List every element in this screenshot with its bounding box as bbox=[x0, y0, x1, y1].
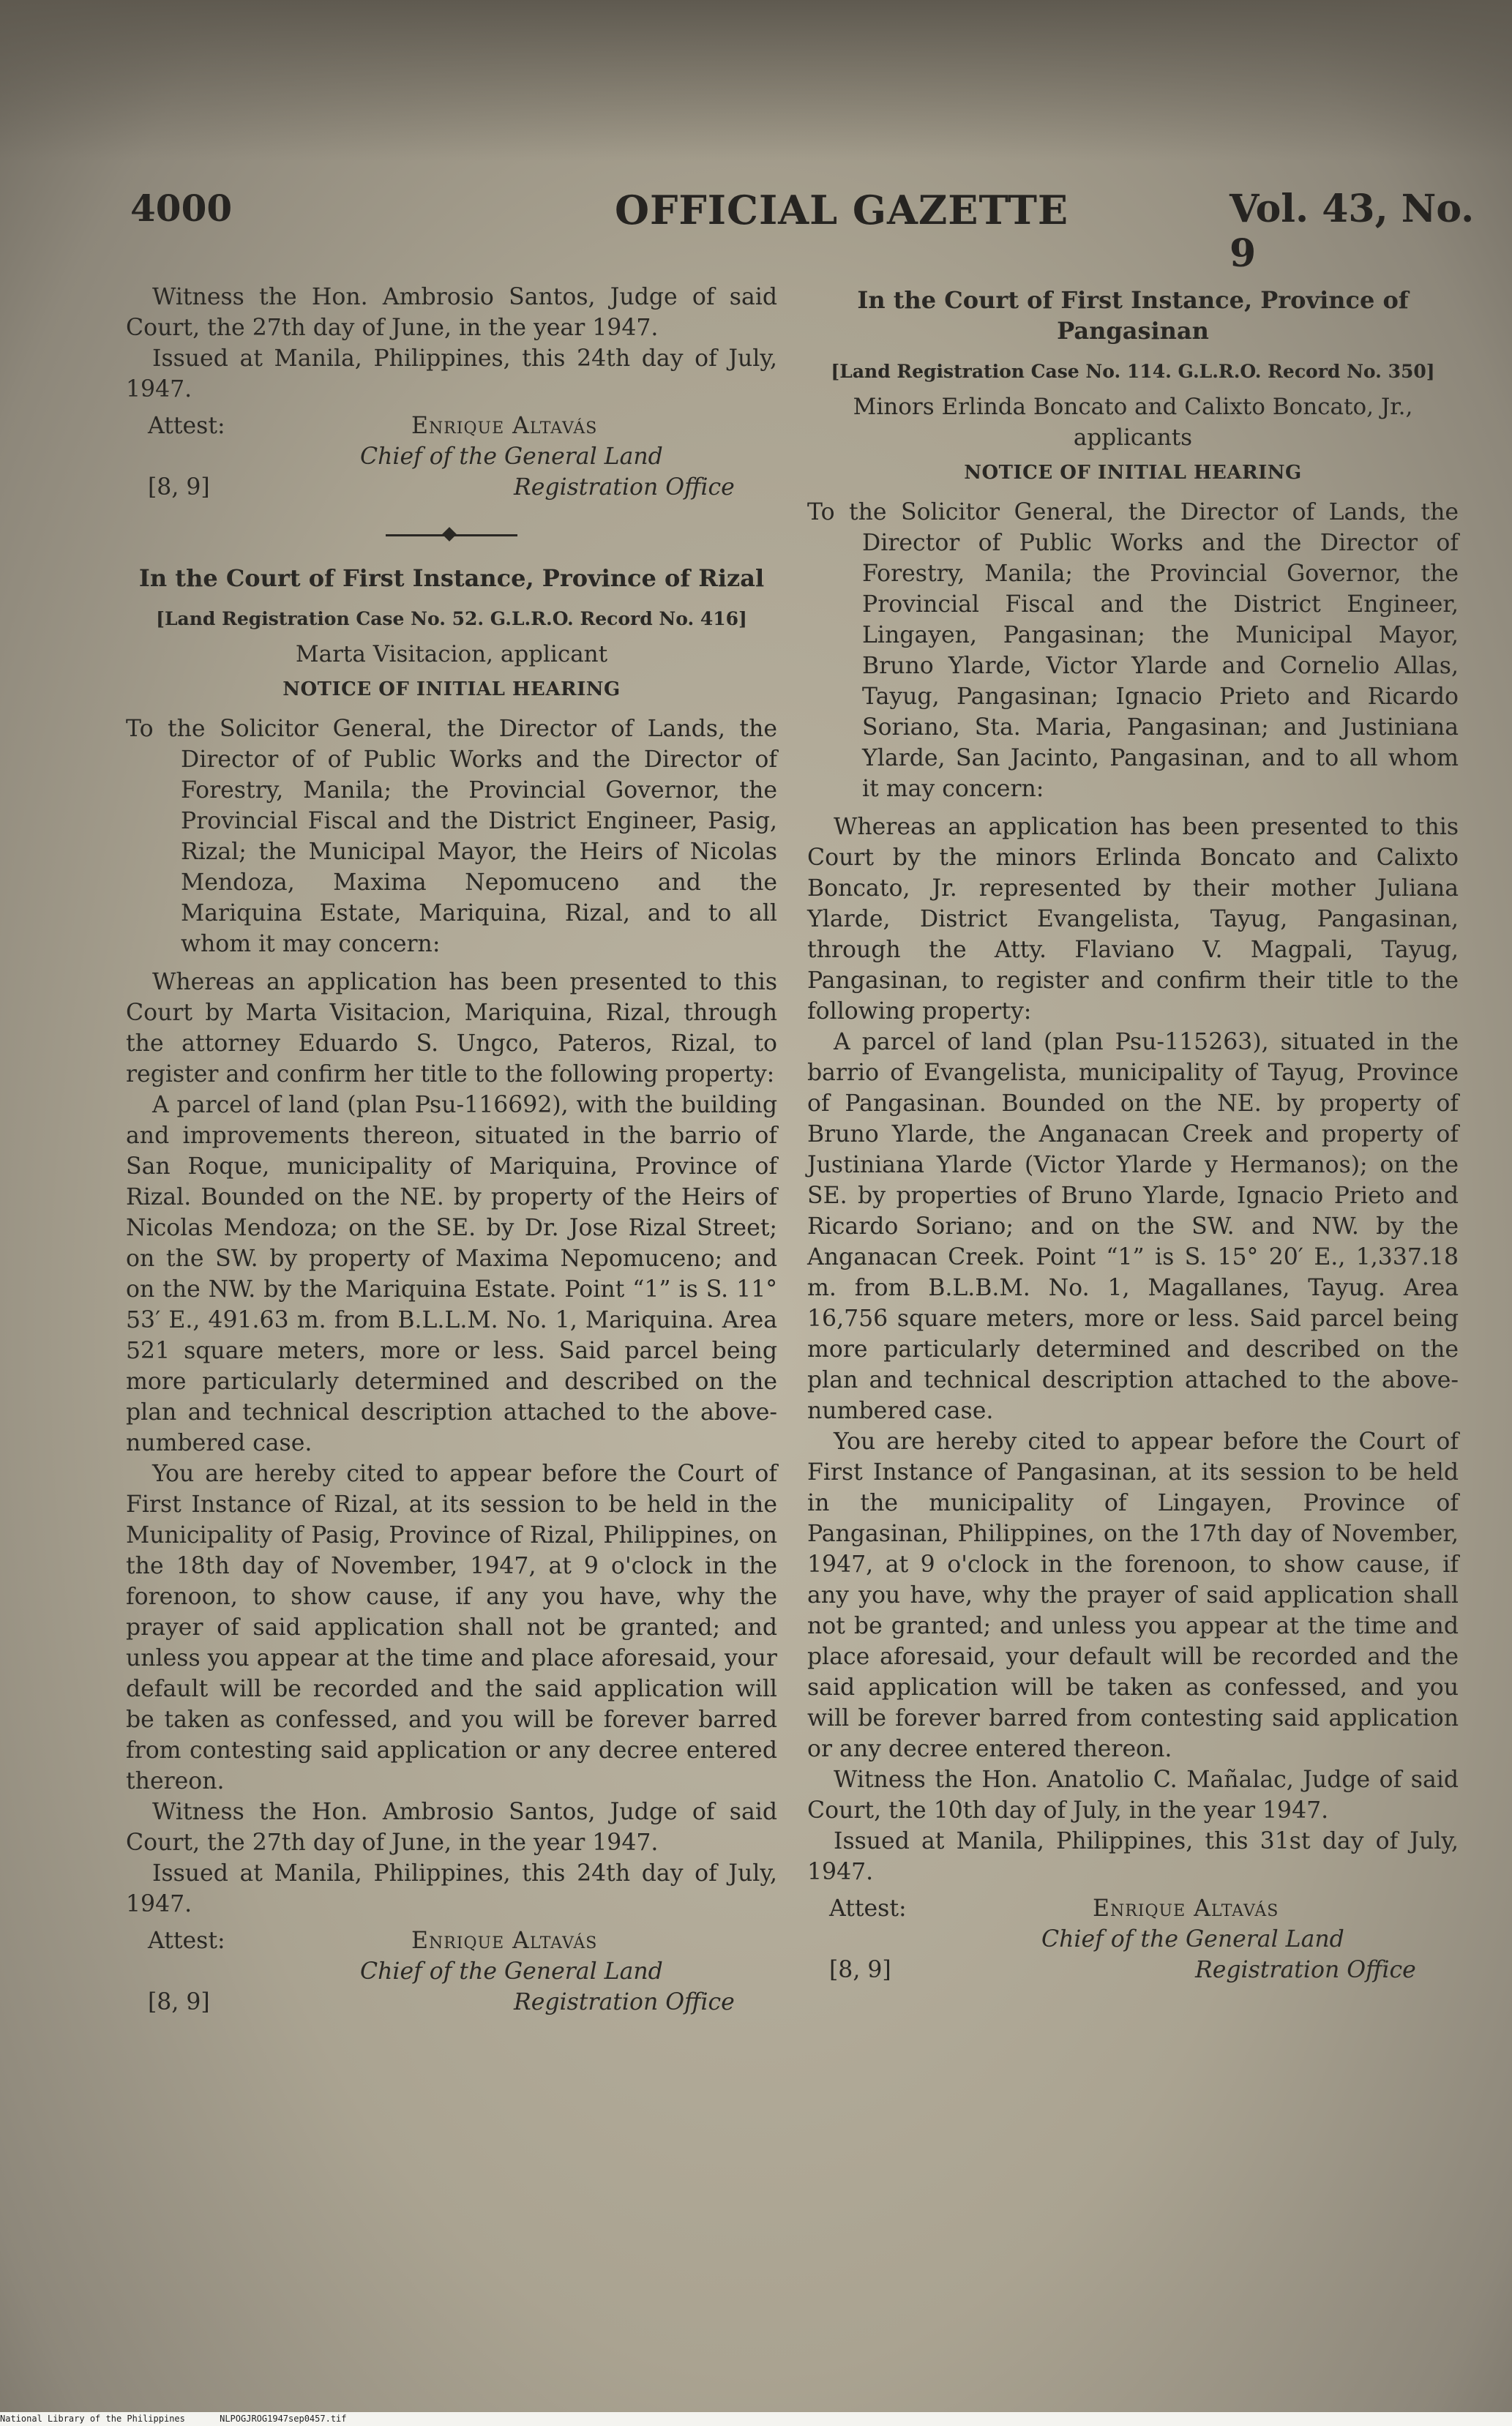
attest-name: Enrique Altavás bbox=[411, 1928, 598, 1954]
issued-paragraph: Issued at Manila, Philippines, this 24th day of July, 1947. bbox=[126, 1860, 777, 1917]
scan-footer bbox=[0, 2412, 1512, 2426]
attest-label: Attest: bbox=[148, 413, 225, 439]
footer-filename: NLPOGJROG1947sep0457.tif bbox=[220, 2414, 347, 2424]
court-heading: In the Court of First Instance, Province of Rizal bbox=[138, 564, 765, 592]
attest-name: Enrique Altavás bbox=[1093, 1895, 1279, 1922]
attest-label: Attest: bbox=[148, 1928, 225, 1954]
issue-reference: [8, 9] bbox=[148, 474, 210, 501]
notice-title: NOTICE OF INITIAL HEARING bbox=[964, 462, 1302, 484]
right-column bbox=[807, 282, 1459, 1992]
section-divider bbox=[386, 534, 517, 536]
issue-reference: [8, 9] bbox=[148, 1989, 210, 2015]
attestation-block bbox=[807, 1893, 1459, 1992]
property-paragraph: A parcel of land (plan Psu-116692), with the building and improvements thereon, situated in the barrio of San Roque, municipality of Mariquina, Province of Rizal. Bounded on the NE. by property of the Heirs of Nicolas Mendoza; on the SE. by Dr. Jose Rizal Street; on the SW. by property of Maxima Nepomuceno; and on the NW. by the Mariquina Estate. Point “1” is S. 11° 53′ E., 491.63 m. from B.L.L.M. No. 1, Mariquina. Area 521 square meters, more or less. Said parcel being more particularly determined and described on the plan and technical description attached to the above-numbered case. bbox=[126, 1092, 777, 1456]
case-reference: [Land Registration Case No. 52. G.L.R.O. Record No. 416] bbox=[156, 608, 747, 629]
attest-title-line2: Registration Office bbox=[1195, 1957, 1416, 1983]
issue-reference: [8, 9] bbox=[829, 1957, 891, 1983]
applicant-line: Marta Visitacion, applicant bbox=[295, 641, 608, 667]
issued-paragraph: Issued at Manila, Philippines, this 24th day of July, 1947. bbox=[126, 345, 777, 403]
notice-title: NOTICE OF INITIAL HEARING bbox=[282, 678, 621, 700]
attest-title-line2: Registration Office bbox=[514, 1989, 735, 2015]
applicant-line: Minors Erlinda Boncato and Calixto Boncato, Jr., applicants bbox=[853, 394, 1413, 451]
attest-label: Attest: bbox=[829, 1895, 907, 1922]
attest-title-line1: Chief of the General Land bbox=[360, 1958, 663, 1985]
witness-paragraph: Witness the Hon. Anatolio C. Mañalac, Judge of said Court, the 10th day of July, in the year 1947. bbox=[807, 1767, 1459, 1824]
page-number: 4000 bbox=[130, 187, 233, 230]
addressees-paragraph: To the Solicitor General, the Director of Lands, the Director of of Public Works and the Director of Forestry, Manila; the Provincial Governor, the Provincial Fiscal and the District Engineer, Pasig, Rizal; the Municipal Mayor, the Heirs of Nicolas Mendoza, Maxima Nepomuceno and the Mariquina Estate, Mariquina, Rizal, and to all whom it may concern: bbox=[126, 716, 777, 957]
witness-paragraph: Witness the Hon. Ambrosio Santos, Judge of said Court, the 27th day of June, in the year 1947. bbox=[126, 284, 777, 341]
attest-title-line1: Chief of the General Land bbox=[1041, 1926, 1344, 1953]
volume-number: Vol. 43, No. 9 bbox=[1230, 187, 1475, 276]
attestation-block bbox=[126, 1925, 777, 2024]
addressees-paragraph: To the Solicitor General, the Director of Lands, the Director of Public Works and the Director of Forestry, Manila; the Provincial Governor, the Provincial Fiscal and the District Engineer, Lingayen, Pangasinan; the Municipal Mayor, Bruno Ylarde, Victor Ylarde and Cornelio Allas, Tayug, Pangasinan; Ignacio Prieto and Ricardo Soriano, Sta. Maria, Pangasinan; and Justiniana Ylarde, San Jacinto, Pangasinan, and to all whom it may concern: bbox=[807, 499, 1459, 802]
property-paragraph: A parcel of land (plan Psu-115263), situated in the barrio of Evangelista, municipality of Tayug, Province of Pangasinan. Bounded on the NE. by property of Bruno Ylarde, the Anganacan Creek and property of Justiniana Ylarde (Victor Ylarde y Hermanos); on the SE. by properties of Bruno Ylarde, Ignacio Prieto and Ricardo Soriano; and on the SW. and NW. by the Anganacan Creek. Point “1” is S. 15° 20′ E., 1,337.18 m. from B.L.B.M. No. 1, Magallanes, Tayug. Area 16,756 square meters, more or less. Said parcel being more particularly determined and described on the plan and technical description attached to the above-numbered case. bbox=[807, 1029, 1459, 1424]
footer-library: National Library of the Philippines bbox=[0, 2414, 185, 2424]
publication-title: OFFICIAL GAZETTE bbox=[615, 187, 1069, 233]
witness-paragraph: Witness the Hon. Ambrosio Santos, Judge of said Court, the 27th day of June, in the year 1947. bbox=[126, 1799, 777, 1856]
application-paragraph: Whereas an application has been presented to this Court by the minors Erlinda Boncato and Calixto Boncato, Jr. represented by their mother Juliana Ylarde, District Evangelista, Tayug, Pangasinan, through the Atty. Flaviano V. Magpali, Tayug, Pangasinan, to register and confirm their title to the following property: bbox=[807, 814, 1459, 1025]
application-paragraph: Whereas an application has been presented to this Court by Marta Visitacion, Mariquina, Rizal, through the attorney Eduardo S. Ungco, Pateros, Rizal, to register and confirm her title to the following property: bbox=[126, 969, 777, 1087]
attest-title-line1: Chief of the General Land bbox=[360, 443, 663, 470]
attest-title-line2: Registration Office bbox=[514, 474, 735, 501]
divider-diamond-icon bbox=[442, 527, 457, 542]
case-reference: [Land Registration Case No. 114. G.L.R.O. Record No. 350] bbox=[831, 361, 1435, 382]
issued-paragraph: Issued at Manila, Philippines, this 31st day of July, 1947. bbox=[807, 1828, 1459, 1885]
citation-paragraph: You are hereby cited to appear before the Court of First Instance of Pangasinan, at its session to be held in the municipality of Lingayen, Province of Pangasinan, Philippines, on the 17th day of November, 1947, at 9 o'clock in the forenoon, to show cause, if any you have, why the prayer of said application shall not be granted; and unless you appear at the time and place aforesaid, your default will be recorded and the said application will be taken as confessed, and you will be forever barred from contesting said application or any decree entered thereon. bbox=[807, 1429, 1459, 1762]
attestation-block bbox=[126, 411, 777, 509]
left-column bbox=[126, 282, 777, 2024]
attest-name: Enrique Altavás bbox=[411, 413, 598, 439]
court-heading: In the Court of First Instance, Province of Pangasinan bbox=[857, 286, 1409, 345]
citation-paragraph: You are hereby cited to appear before the Court of First Instance of Rizal, at its session to be held in the Municipality of Pasig, Province of Rizal, Philippines, on the 18th day of November, 1947, at 9 o'clock in the forenoon, to show cause, if any you have, why the prayer of said application shall not be granted; and unless you appear at the time and place aforesaid, your default will be recorded and the said application will be taken as confessed, and you will be forever barred from contesting said application or any decree entered thereon. bbox=[126, 1461, 777, 1794]
